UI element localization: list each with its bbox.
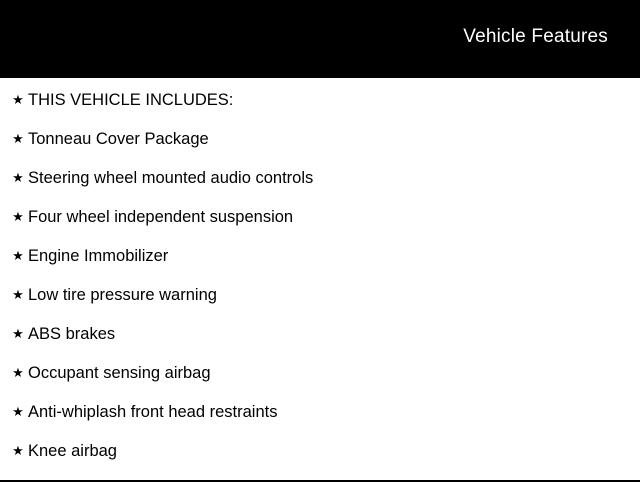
list-item [0, 404, 640, 443]
list-item [0, 209, 640, 248]
list-item [0, 287, 640, 326]
star-icon: ★ [12, 365, 24, 380]
feature-label: Anti-whiplash front head restraints [28, 403, 278, 421]
page-title: Vehicle Features [463, 25, 608, 47]
list-item [0, 170, 640, 209]
feature-label: Tonneau Cover Package [28, 130, 209, 148]
feature-label: Knee airbag [28, 442, 117, 460]
list-item [0, 248, 640, 287]
list-item [0, 131, 640, 170]
star-icon: ★ [12, 287, 24, 302]
feature-label: THIS VEHICLE INCLUDES: [28, 91, 234, 109]
feature-label: Steering wheel mounted audio controls [28, 169, 314, 187]
list-item [0, 365, 640, 404]
star-icon: ★ [12, 443, 24, 458]
feature-label: Low tire pressure warning [28, 286, 217, 304]
star-icon: ★ [12, 404, 24, 419]
star-icon: ★ [12, 92, 24, 107]
feature-label: Engine Immobilizer [28, 247, 169, 265]
star-icon: ★ [12, 248, 24, 263]
star-icon: ★ [12, 209, 24, 224]
star-icon: ★ [12, 326, 24, 341]
vehicle-features-list [0, 92, 640, 482]
list-item [0, 443, 640, 482]
list-item [0, 92, 640, 131]
list-item [0, 326, 640, 365]
features-content [0, 78, 640, 480]
feature-label: ABS brakes [28, 325, 116, 343]
feature-label: Four wheel independent suspension [28, 208, 294, 226]
feature-label: Occupant sensing airbag [28, 364, 211, 382]
page-header [0, 0, 640, 78]
star-icon: ★ [12, 131, 24, 146]
star-icon: ★ [12, 170, 24, 185]
